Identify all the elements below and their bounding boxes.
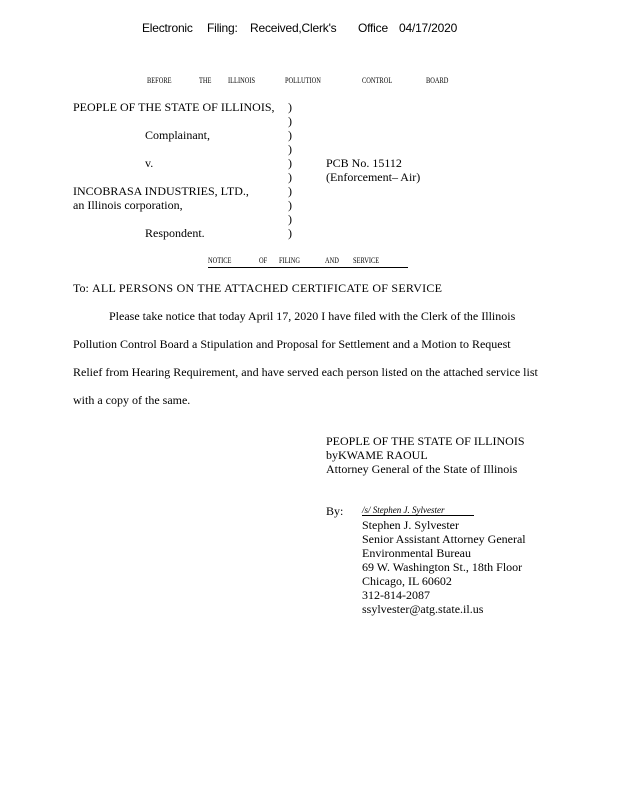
caption-paren: )	[288, 226, 292, 240]
notice-title-word: AND	[325, 256, 339, 265]
attorney-bureau: Environmental Bureau	[362, 546, 471, 560]
caption-paren: )	[288, 156, 292, 170]
caption-paren: )	[288, 114, 292, 128]
signature-by-label: By:	[326, 504, 344, 518]
body-line: with a copy of the same.	[73, 393, 191, 407]
caption-defendant: INCOBRASA INDUSTRIES, LTD.,	[73, 184, 249, 198]
caption-paren: )	[288, 184, 292, 198]
board-heading-word: BEFORE	[147, 76, 172, 85]
caption-paren: )	[288, 170, 292, 184]
body-line: Please take notice that today April 17, 2020 I have filed with the Clerk of the Illinois	[109, 309, 516, 323]
case-type: (Enforcement– Air)	[326, 170, 421, 184]
caption-respondent: Respondent.	[145, 226, 205, 240]
notice-title-word: NOTICE	[208, 256, 232, 265]
signature-by-line: byKWAME RAOUL	[326, 448, 428, 462]
caption-paren: )	[288, 198, 292, 212]
filing-stamp-filing: Filing:	[207, 21, 238, 35]
filing-stamp-prefix: Electronic	[142, 21, 193, 35]
filing-stamp-received: Received,Clerk's	[250, 21, 337, 35]
caption-complainant: Complainant,	[145, 128, 210, 142]
signature-title: Attorney General of the State of Illinois	[326, 462, 518, 476]
case-number: PCB No. 15112	[326, 156, 402, 170]
filing-stamp-office: Office	[358, 21, 388, 35]
caption-versus: v.	[145, 156, 154, 170]
caption-paren: )	[288, 128, 292, 142]
caption-paren: )	[288, 142, 292, 156]
attorney-email: ssylvester@atg.state.il.us	[362, 602, 484, 616]
board-heading-word: BOARD	[426, 76, 449, 85]
notice-title-word: OF	[259, 256, 268, 265]
caption-defendant-description: an Illinois corporation,	[73, 198, 183, 212]
to-label: To:	[73, 281, 89, 295]
caption-plaintiff: PEOPLE OF THE STATE OF ILLINOIS,	[73, 100, 275, 114]
caption-paren: )	[288, 212, 292, 226]
body-line: Relief from Hearing Requirement, and have served each person listed on the attached service list	[73, 365, 538, 379]
board-heading-word: THE	[199, 76, 212, 85]
attorney-name: Stephen J. Sylvester	[362, 518, 459, 532]
notice-title-word: SERVICE	[353, 256, 380, 265]
attorney-phone: 312-814-2087	[362, 588, 430, 602]
signature: /s/ Stephen J. Sylvester	[362, 505, 445, 515]
notice-title-word: FILING	[279, 256, 300, 265]
attorney-address-city: Chicago, IL 60602	[362, 574, 452, 588]
board-heading-word: ILLINOIS	[228, 76, 256, 85]
attorney-address-street: 69 W. Washington St., 18th Floor	[362, 560, 523, 574]
filing-stamp-date: 04/17/2020	[399, 21, 458, 35]
board-heading-word: POLLUTION	[285, 76, 321, 85]
caption-paren: )	[288, 100, 292, 114]
board-heading-word: CONTROL	[362, 76, 393, 85]
attorney-position: Senior Assistant Attorney General	[362, 532, 526, 546]
body-line: Pollution Control Board a Stipulation and Proposal for Settlement and a Motion to Request	[73, 337, 511, 351]
signature-party: PEOPLE OF THE STATE OF ILLINOIS	[326, 434, 525, 448]
to-recipients: ALL PERSONS ON THE ATTACHED CERTIFICATE OF SERVICE	[92, 281, 443, 295]
